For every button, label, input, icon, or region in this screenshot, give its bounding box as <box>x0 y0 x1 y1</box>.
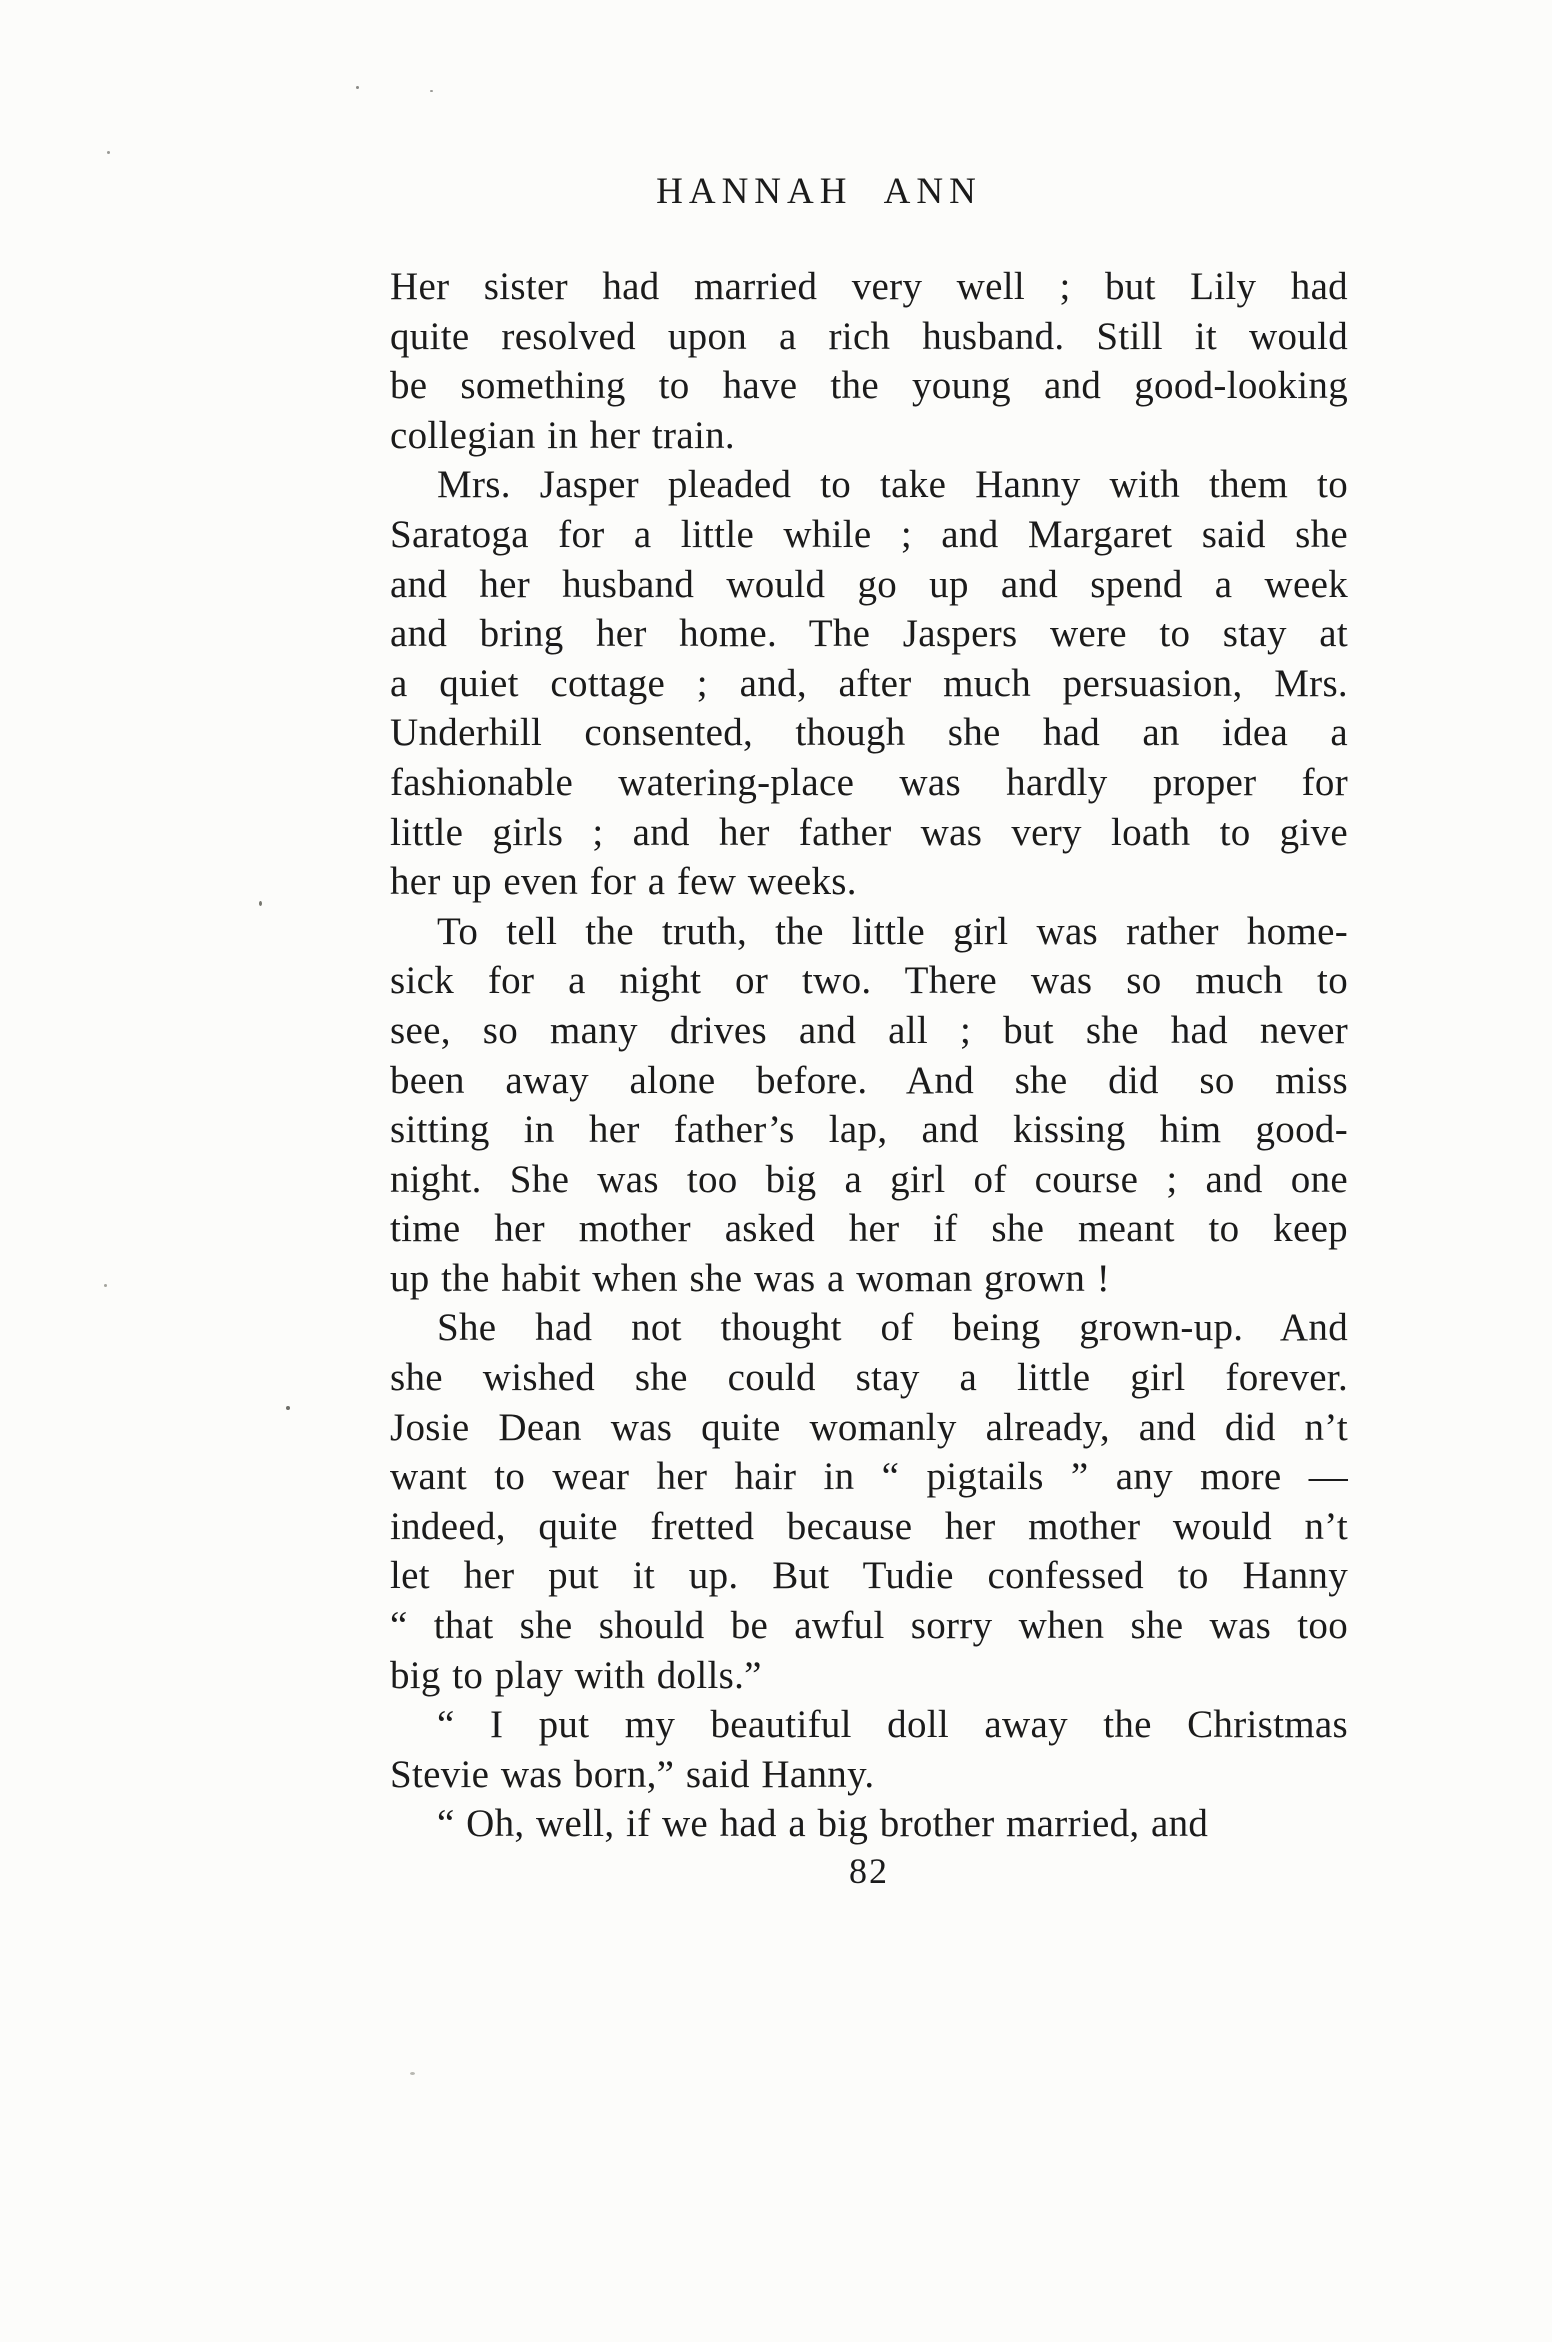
text-block <box>390 262 1348 1849</box>
text-line: indeed, quite fretted because her mother would n’t <box>390 1504 1348 1548</box>
scan-speckle <box>286 1406 290 1410</box>
text-line: and her husband would go up and spend a week <box>390 562 1348 606</box>
text-line: want to wear her hair in “ pigtails ” any more — <box>390 1455 1348 1499</box>
text-line: Stevie was born,” said Hanny. <box>390 1752 875 1796</box>
text-line: sick for a night or two. There was so much to <box>390 959 1348 1003</box>
text-line: her up even for a few weeks. <box>390 860 857 904</box>
text-line: little girls ; and her father was very loath to give <box>390 810 1348 854</box>
text-line: be something to have the young and good-looking <box>390 364 1348 408</box>
text-line: She had not thought of being grown-up. And <box>437 1306 1348 1350</box>
text-line: let her put it up. But Tudie confessed to Hanny <box>390 1554 1348 1598</box>
text-line: a quiet cottage ; and, after much persuasion, Mrs. <box>390 661 1348 705</box>
text-line: big to play with dolls.” <box>390 1653 762 1697</box>
scan-speckle <box>410 2072 415 2075</box>
text-line: Saratoga for a little while ; and Margaret said she <box>390 512 1348 556</box>
paragraph <box>390 1303 1348 1700</box>
text-line: To tell the truth, the little girl was rather home- <box>437 909 1348 953</box>
text-line: fashionable watering-place was hardly proper for <box>390 760 1348 804</box>
scan-speckle <box>356 86 359 89</box>
running-header: HANNAH ANN <box>656 171 982 212</box>
scan-speckle <box>430 90 433 92</box>
paragraph <box>390 1700 1348 1799</box>
paragraph <box>390 262 1348 460</box>
text-line: night. She was too big a girl of course ; and one <box>390 1157 1348 1201</box>
text-line: and bring her home. The Jaspers were to stay at <box>390 612 1348 656</box>
scan-speckle <box>107 151 110 154</box>
text-line: she wished she could stay a little girl forever. <box>390 1356 1348 1400</box>
text-line: “ I put my beautiful doll away the Christmas <box>437 1703 1348 1747</box>
scan-speckle <box>259 901 262 906</box>
page-number: 82 <box>849 1851 889 1891</box>
text-line: time her mother asked her if she meant to keep <box>390 1207 1348 1251</box>
text-line: up the habit when she was a woman grown ! <box>390 1256 1111 1300</box>
scan-speckle <box>104 1284 107 1287</box>
text-line: Her sister had married very well ; but Lily had <box>390 265 1348 308</box>
text-line: Mrs. Jasper pleaded to take Hanny with them to <box>437 463 1348 507</box>
text-line: quite resolved upon a rich husband. Still it would <box>390 314 1348 358</box>
text-line: “ Oh, well, if we had a big brother married, and <box>437 1802 1209 1846</box>
text-line: been away alone before. And she did so miss <box>390 1058 1348 1102</box>
text-line: “ that she should be awful sorry when she was too <box>390 1604 1348 1648</box>
text-line: Underhill consented, though she had an idea a <box>390 711 1348 755</box>
text-line: Josie Dean was quite womanly already, and did n’t <box>390 1405 1348 1449</box>
text-line: see, so many drives and all ; but she had never <box>390 1008 1348 1052</box>
paragraph <box>390 1799 1348 1849</box>
paragraph <box>390 907 1348 1304</box>
text-line: collegian in her train. <box>390 413 735 457</box>
paragraph <box>390 460 1348 906</box>
text-line: sitting in her father’s lap, and kissing him good- <box>390 1108 1348 1152</box>
